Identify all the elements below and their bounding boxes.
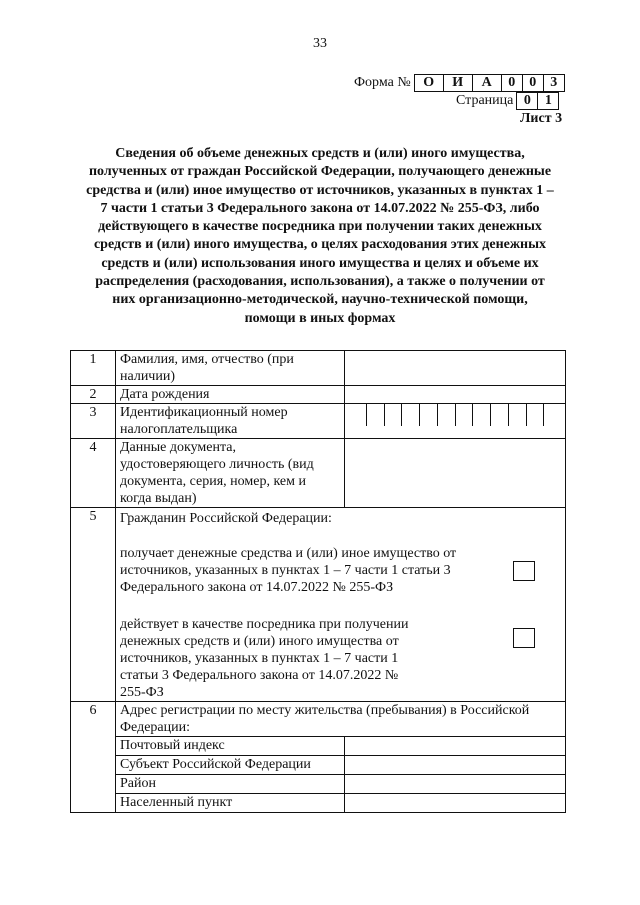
table-row [71,794,566,813]
inn-digit-cell[interactable] [402,404,420,426]
inn-digit-cell[interactable] [509,404,527,426]
row-label-inn: Идентификационный номер налогоплательщика [116,404,345,439]
citizen-title: Гражданин Российской Федерации: [120,511,332,526]
form-code-cell: А [472,74,502,92]
table-row [71,737,566,756]
table-row [71,775,566,794]
inn-digit-cell[interactable] [420,404,438,426]
page-indicator [456,92,559,110]
table-row [71,404,566,439]
inn-digit-cell[interactable] [367,404,385,426]
form-code-cell: 0 [522,74,544,92]
locality-field[interactable] [345,794,566,813]
birth-date-field[interactable] [345,386,566,404]
inn-digit-cells [349,404,561,426]
document-title: Сведения об объеме денежных средств и (или) иного имущества, полученных от граждан Российской Федерации, получающего денежные средства и (или) иное имущество от источников, указанных в пунктах 1 – 7 части 1 статьи 3 Федерального закона от 14.07.2022 № 255-ФЗ, либо действующего в качестве посредника при получении таких денежных средств и (или) иного имущества, о целях расходования этих денежных средств и (или) использования иного имущества и целях и объеме их распределения (расходования, использования), а также о получении от них организационно-методической, научно-технической помощи, помощи в иных формах [86,146,554,326]
row-number: 4 [71,439,116,508]
inn-digit-cell[interactable] [544,404,561,426]
form-code-cell: О [414,74,444,92]
inn-field[interactable] [345,404,566,439]
row-number: 2 [71,386,116,404]
form-code-cell: И [443,74,473,92]
form-code-cell: 0 [501,74,523,92]
row-number: 6 [71,702,116,813]
page-number: 33 [313,36,327,51]
citizen-section [116,508,566,702]
citizen-option-receives [120,545,561,596]
option-receives-checkbox[interactable] [513,561,535,581]
inn-digit-cell[interactable] [527,404,545,426]
page-cell: 1 [537,92,559,110]
row-label-identity-document: Данные документа, удостоверяющего личность (вид документа, серия, номер, кем и когда выдан) [116,439,345,508]
table-row [71,351,566,386]
row-label-locality: Населенный пункт [116,794,345,813]
row-label-district: Район [116,775,345,794]
form-code-cell: 3 [543,74,565,92]
inn-digit-cell[interactable] [349,404,367,426]
address-title: Адрес регистрации по месту жительства (пребывания) в Российской Федерации: [116,702,566,737]
region-field[interactable] [345,756,566,775]
postal-code-field[interactable] [345,737,566,756]
inn-digit-cell[interactable] [473,404,491,426]
table-row [71,439,566,508]
inn-digit-cell[interactable] [385,404,403,426]
table-row [71,702,566,737]
form-number [354,74,565,92]
option-intermediary-checkbox[interactable] [513,628,535,648]
row-number: 1 [71,351,116,386]
identity-document-field[interactable] [345,439,566,508]
page-cell: 0 [516,92,538,110]
inn-digit-cell[interactable] [456,404,474,426]
page-label: Страница [456,93,514,108]
citizen-option-intermediary [120,616,561,701]
row-number: 5 [71,508,116,702]
table-row [71,386,566,404]
row-label-postal-code: Почтовый индекс [116,737,345,756]
inn-digit-cell[interactable] [491,404,509,426]
full-name-field[interactable] [345,351,566,386]
sheet-label: Лист 3 [520,111,563,126]
table-row [71,756,566,775]
row-label-birth-date: Дата рождения [116,386,345,404]
row-label-full-name: Фамилия, имя, отчество (при наличии) [116,351,345,386]
district-field[interactable] [345,775,566,794]
page-cells [517,92,559,110]
row-number: 3 [71,404,116,439]
form-number-label: Форма № [354,75,411,90]
option-receives-text: получает денежные средства и (или) иное имущество от источников, указанных в пунктах 1 – 7 части 1 статьи 3 Федерального закона от 14.07.2022 № 255-ФЗ [120,546,457,595]
inn-digit-cell[interactable] [438,404,456,426]
row-label-region: Субъект Российской Федерации [116,756,345,775]
form-table [70,350,566,813]
table-row [71,508,566,702]
option-intermediary-text: действует в качестве посредника при получении денежных средств и (или) иного имущества от источников, указанных в пунктах 1 – 7 части 1 статьи 3 Федерального закона от 14.07.2022 № 255-ФЗ [120,617,409,700]
form-code-cells [415,74,565,92]
